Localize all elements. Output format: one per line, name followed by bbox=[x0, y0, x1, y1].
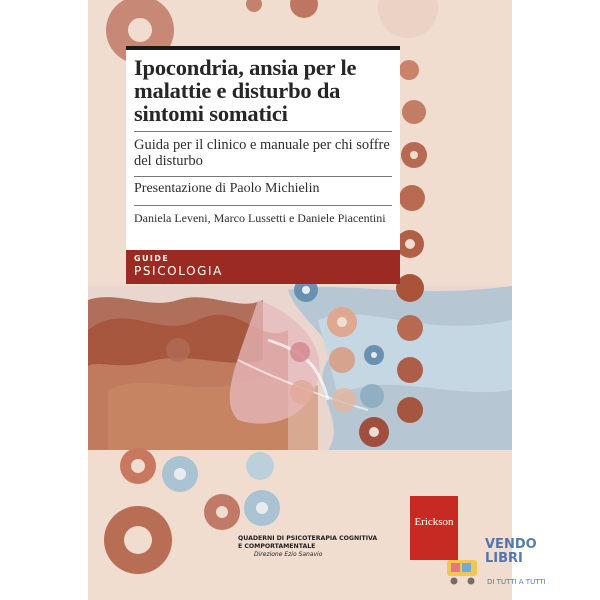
book-subtitle: Guida per il clinico e manuale per chi soffre del disturbo bbox=[134, 137, 390, 169]
series-name: PSICOLOGIA bbox=[134, 264, 223, 278]
divider bbox=[134, 205, 392, 206]
collection-line-2: E COMPORTAMENTALE bbox=[238, 543, 316, 550]
authors-line: Daniela Leveni, Marco Lussetti e Daniele Piacentini bbox=[134, 211, 386, 225]
collection-line-1: QUADERNI DI PSICOTERAPIA COGNITIVA bbox=[238, 535, 378, 542]
watermark-title: VENDO LIBRI bbox=[485, 537, 537, 566]
book-cover bbox=[88, 0, 546, 600]
title-panel bbox=[126, 46, 400, 250]
collection-director: Direzione Ezio Sanavio bbox=[254, 551, 323, 558]
series-category: GUIDE bbox=[134, 254, 170, 263]
series-band bbox=[126, 250, 400, 284]
collection-credit bbox=[238, 535, 408, 559]
publisher-name: Erickson bbox=[414, 516, 454, 528]
watermark-tagline: DI TUTTI A TUTTI bbox=[487, 578, 546, 586]
divider bbox=[134, 131, 392, 132]
presentation-line: Presentazione di Paolo Michielin bbox=[134, 181, 320, 196]
book-title: Ipocondria, ansia per le malattie e disturbo da sintomi somatici bbox=[134, 55, 357, 126]
watermark-logo bbox=[443, 538, 553, 594]
cart-icon bbox=[443, 556, 483, 586]
divider bbox=[134, 176, 392, 177]
